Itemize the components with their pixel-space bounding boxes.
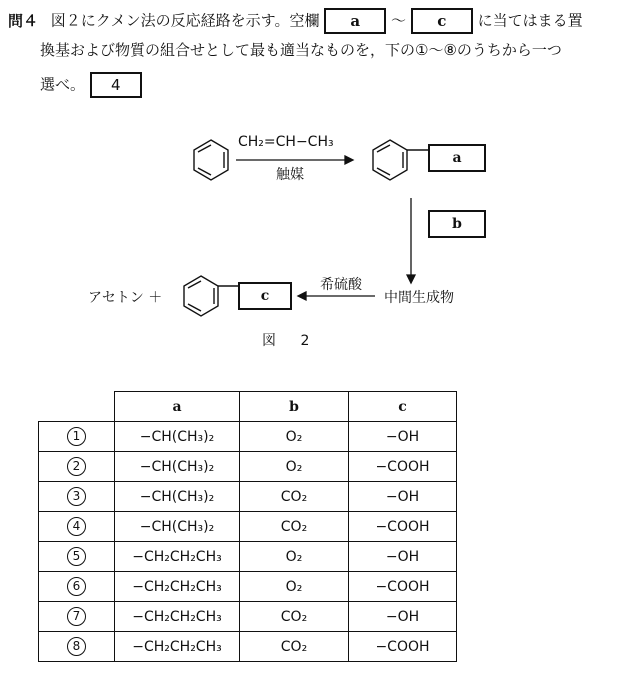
question-line-3 (40, 72, 142, 98)
cell-b: CO₂ (240, 482, 349, 512)
blank-c-box: c (411, 8, 473, 34)
cell-b: O₂ (240, 452, 349, 482)
question-text-1b: に当てはまる置 (477, 11, 583, 30)
table-row[interactable] (39, 572, 457, 602)
arrow-down (407, 198, 415, 283)
header-c: c (349, 392, 457, 422)
cell-b: O₂ (240, 572, 349, 602)
header-b: b (240, 392, 349, 422)
option-number[interactable] (39, 452, 115, 482)
option-circle: 1 (67, 427, 86, 446)
option-number[interactable] (39, 572, 115, 602)
options-table (38, 391, 457, 662)
question-line-2: 換基および物質の組合せとして最も適当なものを，下の①～⑧のうちから一つ (40, 41, 562, 59)
cell-a: −CH₂CH₂CH₃ (115, 542, 240, 572)
cell-c: −COOH (349, 632, 457, 662)
question-text-1a: 図２にクメン法の反応経路を示す。空欄 (50, 11, 320, 30)
blank-a-box: a (324, 8, 386, 34)
cell-c: −COOH (349, 512, 457, 542)
cell-c: −COOH (349, 452, 457, 482)
catalyst-label: 触媒 (276, 167, 304, 183)
cell-a: −CH₂CH₂CH₃ (115, 632, 240, 662)
intermediate-product: 中間生成物 (384, 290, 454, 306)
reagent-propene: CH₂=CH−CH₃ (238, 134, 334, 150)
box-b: b (428, 210, 486, 238)
cell-c: −OH (349, 422, 457, 452)
option-number[interactable] (39, 422, 115, 452)
box-c: c (238, 282, 292, 310)
table-row[interactable] (39, 512, 457, 542)
option-circle: 3 (67, 487, 86, 506)
option-number[interactable] (39, 632, 115, 662)
table-row[interactable] (39, 482, 457, 512)
option-circle: 6 (67, 577, 86, 596)
table-row[interactable] (39, 602, 457, 632)
cell-b: O₂ (240, 422, 349, 452)
cell-a: −CH(CH₃)₂ (115, 452, 240, 482)
dilute-sulfuric-acid: 希硫酸 (320, 277, 362, 293)
option-circle: 7 (67, 607, 86, 626)
cell-a: −CH(CH₃)₂ (115, 422, 240, 452)
benzene-ring-cumene (373, 140, 428, 180)
question-number: 問４ (8, 11, 39, 30)
table-row[interactable] (39, 452, 457, 482)
question-text-3: 選べ。 (40, 75, 86, 94)
header-blank (39, 392, 115, 422)
option-circle: 5 (67, 547, 86, 566)
benzene-ring-product (184, 276, 238, 316)
option-number[interactable] (39, 602, 115, 632)
cell-b: CO₂ (240, 512, 349, 542)
cell-b: O₂ (240, 542, 349, 572)
cell-b: CO₂ (240, 632, 349, 662)
table-row[interactable] (39, 422, 457, 452)
cell-b: CO₂ (240, 602, 349, 632)
option-number[interactable] (39, 482, 115, 512)
cell-a: −CH(CH₃)₂ (115, 482, 240, 512)
cell-a: −CH₂CH₂CH₃ (115, 602, 240, 632)
option-circle: 8 (67, 637, 86, 656)
cell-c: −OH (349, 482, 457, 512)
acetone-plus: アセトン ＋ (88, 290, 163, 306)
arrow-right-1 (236, 156, 353, 164)
cell-c: −COOH (349, 572, 457, 602)
benzene-ring-start (194, 140, 228, 180)
table-row[interactable] (39, 542, 457, 572)
question-line-1 (8, 8, 583, 34)
option-circle: 4 (67, 517, 86, 536)
option-number[interactable] (39, 512, 115, 542)
cell-a: −CH₂CH₂CH₃ (115, 572, 240, 602)
header-a: a (115, 392, 240, 422)
option-circle: 2 (67, 457, 86, 476)
table-row[interactable] (39, 632, 457, 662)
option-number[interactable] (39, 542, 115, 572)
tilde: ～ (391, 11, 407, 30)
cell-c: −OH (349, 602, 457, 632)
table-header-row (39, 392, 457, 422)
cell-c: −OH (349, 542, 457, 572)
figure-caption: 図 2 (262, 333, 320, 349)
answer-box[interactable]: 4 (90, 72, 142, 98)
box-a: a (428, 144, 486, 172)
cell-a: −CH(CH₃)₂ (115, 512, 240, 542)
